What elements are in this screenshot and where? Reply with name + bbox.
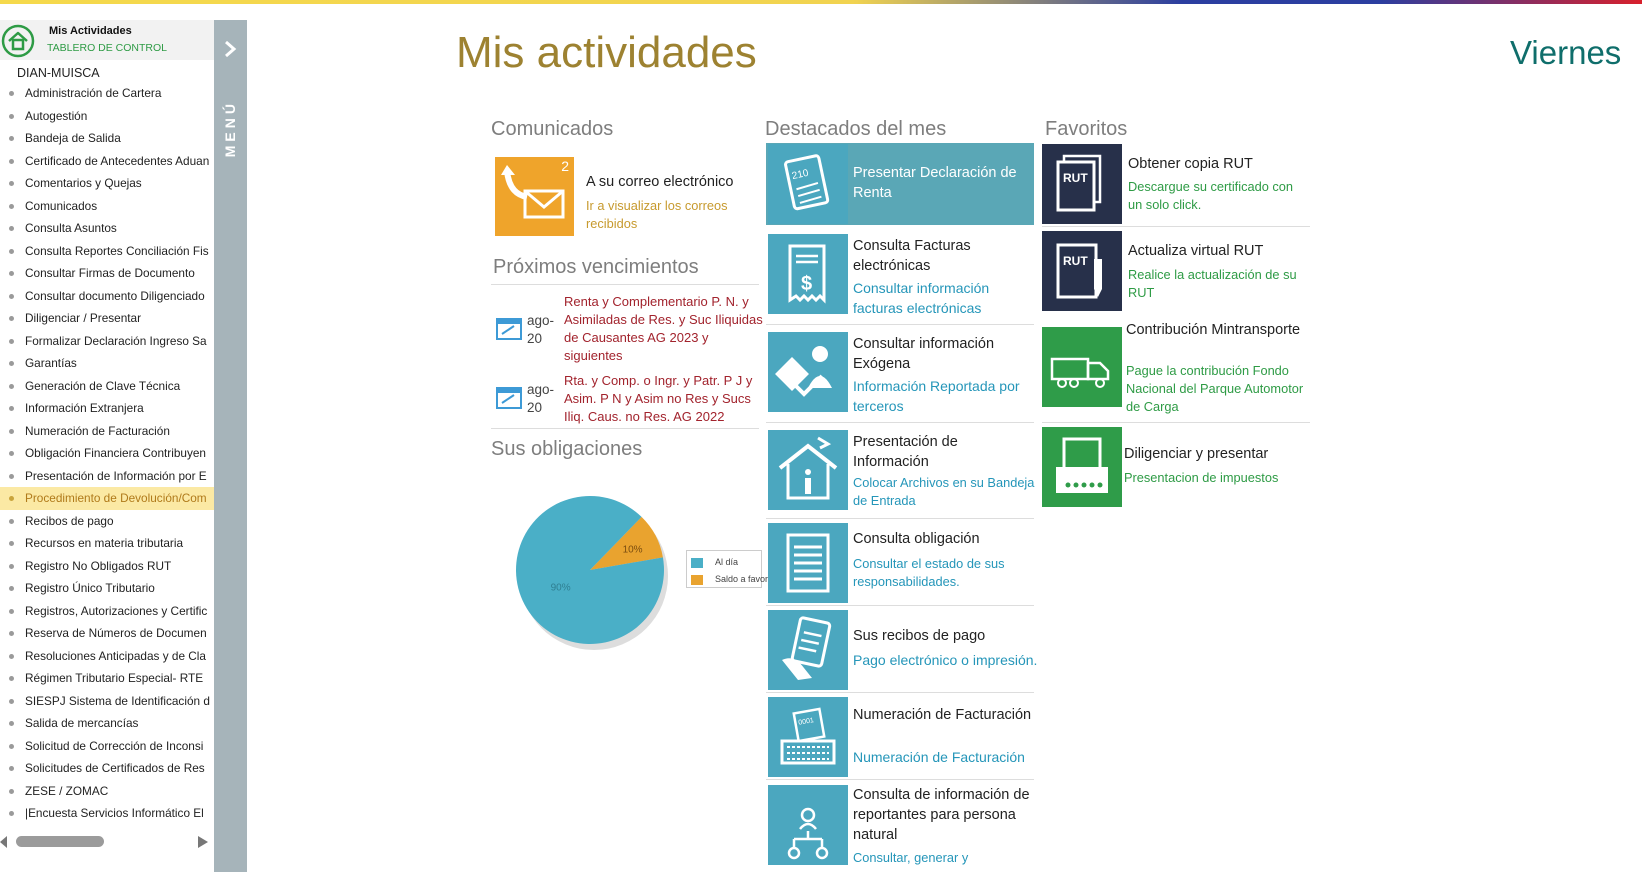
sidebar-menu-item[interactable]: Autogestión [0,105,214,128]
org-people-icon[interactable] [768,785,848,865]
destacado-title[interactable]: Presentar Declaración de Renta [853,165,1017,201]
person-document-check-icon[interactable] [768,332,848,412]
sidebar-menu-item[interactable]: Formalizar Declaración Ingreso Sa [0,330,214,353]
sidebar-menu-item[interactable]: Diligenciar / Presentar [0,307,214,330]
destacado-link[interactable]: Colocar Archivos en su Bandeja de Entrada [853,475,1035,508]
svg-text:$: $ [801,273,813,295]
sidebar-menu-list [0,82,214,825]
top-color-bar [0,0,1642,4]
destacado-item[interactable] [766,232,1034,322]
favorito-link[interactable]: Pague la contribución Fondo Nacional del Parque Automotor de Carga [1126,363,1304,414]
destacado-title[interactable]: Consultar información Exógena [853,336,995,372]
sidebar-menu-item[interactable]: Salida de mercancías [0,712,214,735]
sidebar-menu-item[interactable]: Registro Único Tributario [0,577,214,600]
destacado-link[interactable]: Información Reportada por terceros [853,378,1020,414]
svg-text:0001: 0001 [797,717,815,727]
sidebar-menu-item[interactable]: Recursos en materia tributaria [0,532,214,555]
destacado-link[interactable]: Pago electrónico o impresión. [853,652,1038,668]
invoice-dollar-icon[interactable] [768,234,848,314]
sidebar [0,20,214,872]
destacado-title[interactable]: Consulta de información de reportantes para persona natural [853,787,1030,843]
destacado-title[interactable]: Consulta obligación [853,531,980,547]
legend-item [691,572,768,586]
sidebar-menu-item[interactable]: Solicitud de Corrección de Inconsi [0,735,214,758]
sidebar-horizontal-scrollbar[interactable] [0,832,214,848]
keyboard-document-icon[interactable] [768,697,848,777]
section-title-destacados: Destacados del mes [765,118,947,140]
sidebar-menu-item[interactable]: Comentarios y Quejas [0,172,214,195]
section-title-favoritos: Favoritos [1045,118,1128,140]
rut-copy-icon[interactable] [1042,144,1122,224]
destacado-title[interactable]: Consulta Facturas electrónicas [853,238,971,274]
home-icon[interactable] [1,24,35,58]
destacado-item[interactable] [766,608,1038,690]
sidebar-menu-item[interactable]: Generación de Clave Técnica [0,375,214,398]
sidebar-menu-item[interactable]: Numeración de Facturación [0,420,214,443]
destacado-item[interactable] [766,783,1034,873]
destacado-link[interactable]: Numeración de Facturación [853,749,1025,765]
divider [1042,422,1310,423]
sidebar-subtitle: TABLERO DE CONTROL [47,42,167,54]
sidebar-menu-item[interactable]: SIESPJ Sistema de Identificación d [0,690,214,713]
divider [766,518,1034,519]
legend-label: Saldo a favor [715,574,769,584]
destacado-item[interactable] [766,695,1034,777]
divider [1042,226,1310,227]
vencimiento-date: ago-20 [527,313,555,346]
destacado-link[interactable]: Consultar información facturas electrónicas [853,280,990,316]
section-title-obligaciones: Sus obligaciones [491,438,643,460]
sidebar-title: Mis Actividades [49,25,132,37]
house-info-icon[interactable] [768,430,848,510]
chart-legend [686,550,769,588]
sidebar-menu-item[interactable]: Registros, Autorizaciones y Certific [0,600,214,623]
day-label: Viernes [1510,34,1622,71]
divider [491,428,759,429]
mail-notification-icon[interactable] [495,157,574,236]
sidebar-menu-item[interactable]: Información Extranjera [0,397,214,420]
destacado-item[interactable] [766,143,1034,225]
sidebar-menu-item[interactable]: Resoluciones Anticipadas y de Cla [0,645,214,668]
destacado-item[interactable] [766,330,1034,420]
mail-count-badge: 2 [561,158,569,174]
sidebar-menu-item[interactable]: ZESE / ZOMAC [0,780,214,803]
destacado-link[interactable]: Consultar, generar y [853,850,969,865]
comunicados-title[interactable]: A su correo electrónico [586,174,734,190]
svg-text:210: 210 [790,167,810,183]
sidebar-menu-item[interactable]: Recibos de pago [0,510,214,533]
sidebar-menu-item[interactable]: Reserva de Números de Documen [0,622,214,645]
chevron-right-icon[interactable] [222,40,238,58]
divider [766,692,1034,693]
sidebar-menu-item[interactable]: Régimen Tributario Especial- RTE [0,667,214,690]
sidebar-menu-item[interactable]: |Encuesta Servicios Informático El [0,802,214,825]
legend-label: Al día [715,557,739,567]
divider [766,324,1034,325]
tax-form-210-icon[interactable] [768,144,848,224]
divider [766,779,1034,780]
sidebar-menu-item[interactable]: Bandeja de Salida [0,127,214,150]
favorito-link[interactable]: Realice la actualización de su RUT [1128,267,1297,300]
pie-data-label: 10% [622,544,643,556]
svg-text:RUT: RUT [1063,171,1088,185]
sidebar-menu-item[interactable]: Registro No Obligados RUT [0,555,214,578]
favorito-title[interactable]: Contribución Mintransporte [1126,322,1301,338]
scroll-left-arrow-icon[interactable] [0,836,7,848]
divider [766,605,1034,606]
destacado-title[interactable]: Presentación de Información [853,434,958,470]
sidebar-menu-item[interactable]: Obligación Financiera Contribuyen [0,442,214,465]
divider [766,422,1034,423]
receipt-hand-icon[interactable] [768,610,848,690]
calendar-icon [496,385,522,409]
rut-edit-icon[interactable] [1042,231,1122,311]
truck-icon[interactable] [1042,327,1122,407]
destacado-item[interactable] [766,428,1034,516]
sidebar-root-label: DIAN-MUISCA [17,66,100,80]
destacado-link[interactable]: Consultar el estado de sus responsabilidades. [853,556,1005,589]
sidebar-header [0,20,214,60]
favorito-link[interactable]: Presentacion de impuestos [1124,470,1279,485]
obligaciones-pie-chart[interactable] [505,488,695,658]
scroll-thumb[interactable] [16,836,104,847]
menu-label: MENÚ [222,100,238,158]
sidebar-menu-item[interactable]: Procedimiento de Devolución/Com [0,487,214,510]
page-title: Mis actividades [456,28,757,77]
sidebar-menu-item[interactable]: Consultar documento Diligenciado [0,285,214,308]
sidebar-menu-item[interactable]: Comunicados [0,195,214,218]
favorito-title[interactable]: Obtener copia RUT [1128,156,1253,172]
section-title-vencimientos: Próximos vencimientos [493,256,699,278]
calendar-icon [496,316,522,340]
favorito-title[interactable]: Actualiza virtual RUT [1128,243,1264,259]
destacado-title[interactable]: Numeración de Facturación [853,707,1032,723]
favorito-link[interactable]: Descargue su certificado con un solo click. [1128,179,1294,212]
destacado-item[interactable] [766,521,1034,603]
vencimiento-link[interactable]: Renta y Complementario P. N. y Asimiladas de Res. y Suc Iliquidas de Causantes AG 2023 y siguientes [564,294,763,363]
legend-swatch [691,558,703,568]
svg-text:RUT: RUT [1063,254,1088,268]
vencimiento-link[interactable]: Rta. y Comp. o Ingr. y Patr. P J y Asim. P N y Asim no Res y Sucs Iliq. Caus. no Res. AG 2022 [564,373,753,424]
sidebar-menu-item[interactable]: Solicitudes de Certificados de Res [0,757,214,780]
legend-item [691,555,738,569]
comunicados-link[interactable]: Ir a visualizar los correos recibidos [586,198,728,231]
legend-swatch [691,575,703,585]
sidebar-menu-item[interactable]: Administración de Cartera [0,82,214,105]
printer-form-icon[interactable] [1042,427,1122,507]
destacado-title[interactable]: Sus recibos de pago [853,628,986,644]
section-title-comunicados: Comunicados [491,118,614,140]
sidebar-menu-item[interactable]: Consultar Firmas de Documento [0,262,214,285]
sidebar-menu-item[interactable]: Garantías [0,352,214,375]
pie-data-label: 90% [550,582,571,594]
vencimiento-date: ago-20 [527,382,555,415]
scroll-right-arrow-icon[interactable] [198,836,208,848]
favorito-title[interactable]: Diligenciar y presentar [1124,446,1269,462]
sidebar-menu-item[interactable]: Certificado de Antecedentes Aduan [0,150,214,173]
sidebar-menu-item[interactable]: Presentación de Información por E [0,465,214,488]
divider [491,284,759,285]
sidebar-menu-item[interactable]: Consulta Reportes Conciliación Fis [0,240,214,263]
document-list-icon[interactable] [768,523,848,603]
menu-toggle-tab[interactable] [214,20,247,872]
sidebar-menu-item[interactable]: Consulta Asuntos [0,217,214,240]
